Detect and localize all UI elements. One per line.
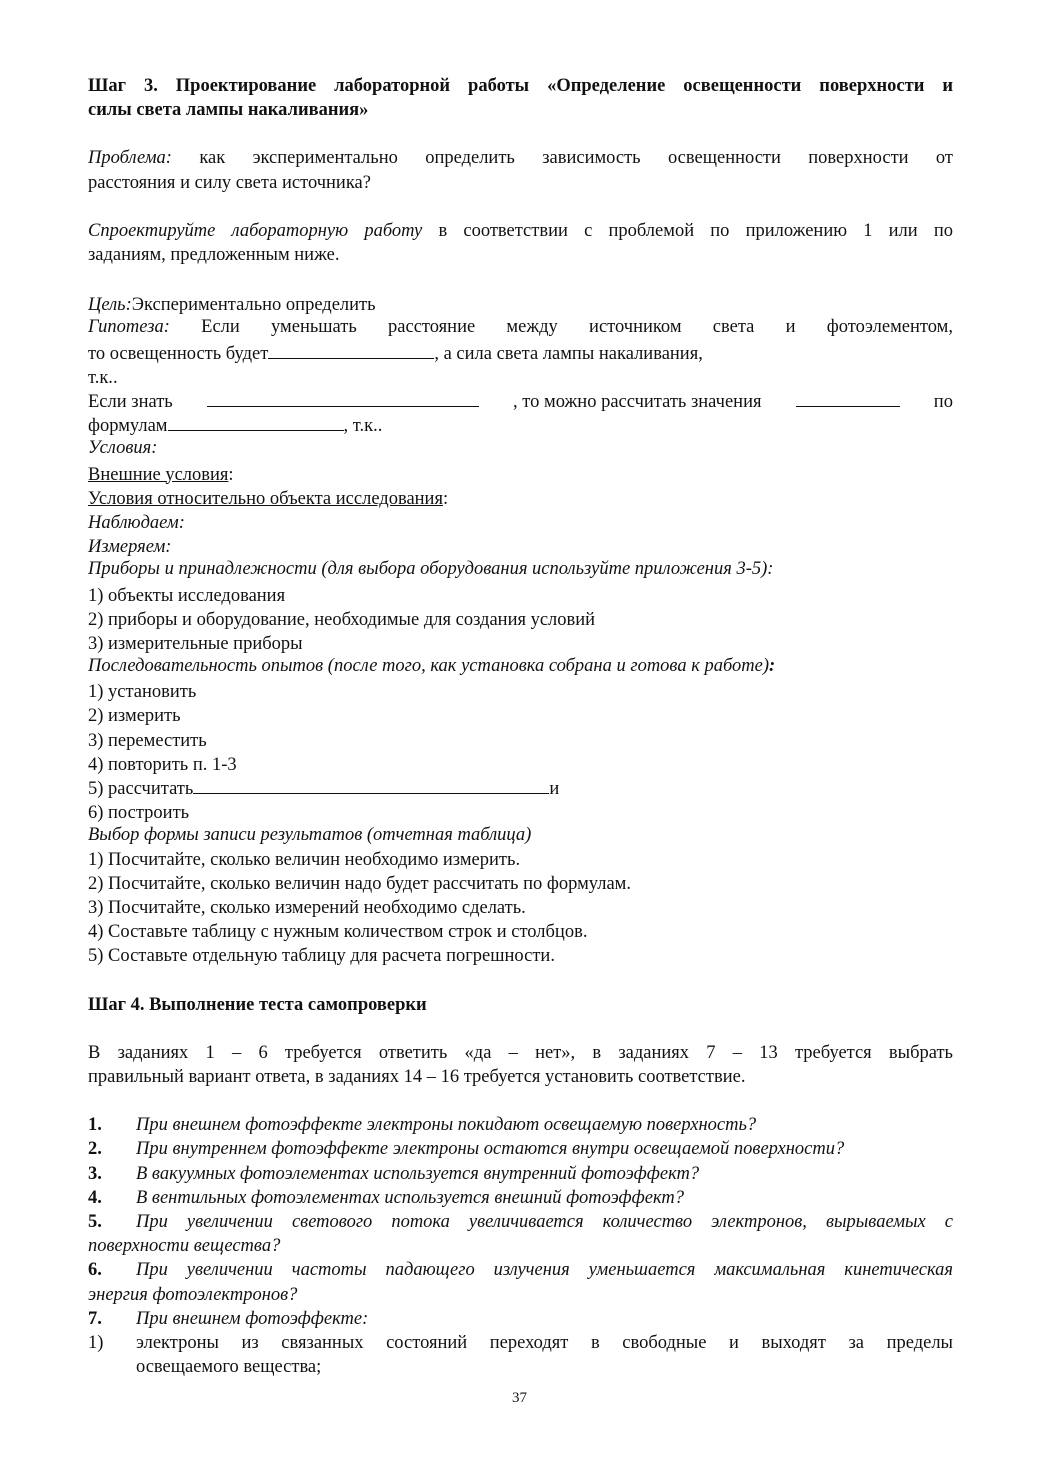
devices-item	[88, 582, 953, 606]
formulas-line	[88, 412, 953, 436]
comma: ,	[698, 343, 703, 364]
question-text: При увеличении частоты падающего излучения уменьшается максимальная кинетическая	[136, 1260, 953, 1281]
sequence-item	[88, 702, 953, 726]
form-item: 1) Посчитайте, сколько величин необходимо измерить.	[88, 849, 521, 870]
hypothesis-illum-text: то освещенность будет	[88, 343, 269, 364]
design-text: в соответствии с проблемой по приложению 1 или по	[422, 220, 953, 241]
step4-intro: В заданиях 1 – 6 требуется ответить «да – нет», в заданиях 7 – 13 требуется выбрать	[88, 1042, 953, 1063]
test-question	[88, 1186, 953, 1210]
measure-line	[88, 533, 953, 557]
calculate-blank-1[interactable]	[193, 775, 549, 794]
measure-label: Измеряем:	[88, 537, 172, 558]
form-label: Выбор формы записи результатов (отчетная таблица)	[88, 825, 532, 846]
problem-text: как экспериментально определить зависимость освещенности поверхности от	[171, 148, 953, 169]
period: .	[377, 416, 383, 437]
goal-line	[88, 291, 953, 315]
sequence-label-text: Последовательность опытов (после того, как установка собрана и готова к работе)	[88, 656, 770, 677]
sequence-item	[88, 678, 953, 702]
question-number: 1.	[88, 1115, 102, 1136]
can-calculate-text: , то можно рассчитать значения	[513, 391, 762, 412]
test-question	[88, 1113, 953, 1137]
external-conditions-line	[88, 461, 953, 485]
hypothesis-label: Гипотеза:	[88, 317, 170, 338]
observe-label: Наблюдаем:	[88, 512, 185, 533]
sequence-item-label: 3) переместить	[88, 730, 207, 751]
object-conditions-label: Условия относительно объекта исследования	[88, 488, 443, 509]
test-question-5	[88, 1210, 953, 1234]
values-blank[interactable]	[796, 388, 900, 407]
devices-item-label: 1) объекты исследования	[88, 585, 286, 606]
goal-text: Экспериментально определить	[131, 295, 376, 316]
answer-option-cont	[88, 1355, 953, 1379]
question-number: 5.	[88, 1212, 102, 1233]
sequence-item-label: 2) измерить	[88, 706, 181, 727]
option-text-cont: освещаемого вещества;	[136, 1357, 322, 1378]
question-text: При внешнем фотоэффекте электроны покидают освещаемую поверхность?	[136, 1115, 757, 1136]
sequence-item-label: 1) установить	[88, 682, 197, 703]
devices-item-label: 2) приборы и оборудование, необходимые для создания условий	[88, 609, 596, 630]
sequence-colon: :	[769, 656, 776, 677]
period: .	[112, 367, 118, 388]
goal-label: Цель:	[88, 295, 132, 316]
hypothesis-text: Если уменьшать расстояние между источником света и фотоэлементом,	[169, 317, 953, 338]
sequence-item-6	[88, 799, 953, 823]
if-know-text: Если знать	[88, 391, 173, 412]
test-question-6	[88, 1258, 953, 1282]
document-page	[88, 74, 953, 1379]
because-label: т.к.	[88, 367, 113, 388]
option-number: 1)	[88, 1333, 104, 1354]
because-line	[88, 364, 953, 388]
formulas-because: , т.к.	[343, 416, 378, 437]
question-text: В вакуумных фотоэлементах используется внутренний фотоэффект?	[136, 1163, 700, 1184]
test-question	[88, 1162, 953, 1186]
question-number: 2.	[88, 1139, 102, 1160]
problem-paragraph	[88, 146, 953, 170]
devices-item	[88, 630, 953, 654]
colon: :	[442, 488, 449, 509]
question-number: 7.	[88, 1308, 102, 1329]
form-item: 3) Посчитайте, сколько измерений необходимо сделать.	[88, 898, 526, 919]
option-text: электроны из связанных состояний переходят в свободные и выходят за пределы	[136, 1333, 953, 1354]
answer-option	[88, 1331, 953, 1355]
step4-title: Шаг 4. Выполнение теста самопроверки	[88, 994, 427, 1015]
and-text: и	[549, 779, 560, 800]
question-text: В вентильных фотоэлементах используется внешний фотоэффект?	[136, 1187, 684, 1208]
build-label: 6) построить	[88, 803, 190, 824]
step3-title: Шаг 3. Проектирование лабораторной работы «Определение освещенности поверхности и	[88, 76, 953, 96]
form-item: 2) Посчитайте, сколько величин надо будет рассчитать по формулам.	[88, 873, 632, 894]
object-conditions-line	[88, 485, 953, 509]
question-text-cont: поверхности вещества?	[88, 1236, 281, 1257]
devices-label: Приборы и принадлежности (для выбора оборудования используйте приложения 3-5):	[88, 559, 774, 580]
if-know-line	[88, 388, 953, 412]
test-question-7	[88, 1307, 953, 1331]
if-know-blank[interactable]	[207, 388, 479, 407]
illumination-blank[interactable]	[268, 340, 434, 359]
sequence-label	[88, 654, 953, 678]
design-label: Спроектируйте лабораторную работу	[88, 220, 423, 241]
devices-item-label: 3) измерительные приборы	[88, 633, 303, 654]
sequence-item-5	[88, 775, 953, 799]
problem-label: Проблема:	[88, 148, 172, 169]
colon: :	[228, 464, 234, 485]
design-paragraph	[88, 219, 953, 243]
formulas-blank[interactable]	[168, 412, 344, 431]
hypothesis-line	[88, 315, 953, 339]
step3-title-cont: силы света лампы накаливания»	[88, 100, 369, 121]
step4-intro-cont: правильный вариант ответа, в заданиях 14 – 16 требуется установить соответствие.	[88, 1067, 746, 1088]
calculate-label: 5) рассчитать	[88, 779, 194, 800]
sequence-item	[88, 727, 953, 751]
question-text: При внешнем фотоэффекте:	[136, 1308, 369, 1329]
devices-item	[88, 606, 953, 630]
sequence-item-label: 4) повторить п. 1-3	[88, 754, 237, 775]
conditions-label: Условия:	[88, 438, 158, 459]
problem-text-cont: расстояния и силу света источника?	[88, 172, 371, 193]
external-conditions-label: Внешние условия	[88, 464, 229, 485]
hypothesis-line-2	[88, 340, 953, 364]
sequence-item	[88, 751, 953, 775]
question-text: При увеличении светового потока увеличивается количество электронов, вырываемых с	[136, 1212, 953, 1233]
question-number: 4.	[88, 1187, 102, 1208]
by-text: по	[933, 391, 953, 412]
question-text-cont: энергия фотоэлектронов?	[88, 1284, 298, 1305]
question-text: При внутреннем фотоэффекте электроны остаются внутри освещаемой поверхности?	[136, 1139, 845, 1160]
design-text-cont: заданиям, предложенным ниже.	[88, 245, 340, 266]
question-number: 6.	[88, 1260, 102, 1281]
formulas-text: формулам	[88, 416, 168, 437]
page-number: 37	[512, 1390, 527, 1406]
test-question	[88, 1137, 953, 1161]
observe-line	[88, 509, 953, 533]
question-number: 3.	[88, 1163, 102, 1184]
form-item: 4) Составьте таблицу с нужным количеством строк и столбцов.	[88, 922, 588, 943]
form-item: 5) Составьте отдельную таблицу для расчета погрешности.	[88, 946, 555, 967]
hypothesis-intensity-text: , а сила света лампы накаливания	[434, 343, 699, 364]
